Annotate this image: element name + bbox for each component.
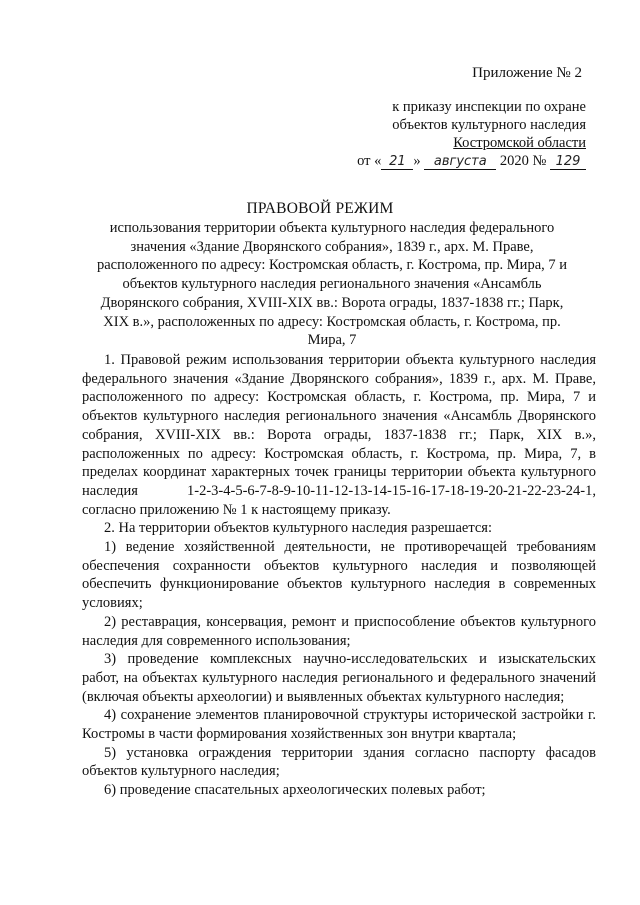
paragraph: 5) установка ограждения территории здания согласно паспорту фасадов объектов культурного наследия; <box>82 744 596 780</box>
order-date-line <box>356 152 586 170</box>
order-line-1: к приказу инспекции по охране <box>392 99 586 115</box>
paragraph: 2) реставрация, консервация, ремонт и приспособление объектов культурного наследия для современного использования; <box>82 613 596 649</box>
order-reference <box>356 98 586 170</box>
document-body <box>82 351 596 800</box>
appendix-label: Приложение № 2 <box>472 65 582 81</box>
order-line-3: Костромской области <box>453 135 586 151</box>
handwritten-month: августа <box>424 155 496 170</box>
date-year: 2020 № <box>499 153 547 169</box>
paragraph: 3) проведение комплексных научно-исследовательских и изыскательских работ, на объектах культурного наследия регионального и федерального значений (включая объекты археологии) и выявленных объектах культурного наследия; <box>82 651 596 705</box>
paragraph: 6) проведение спасательных археологических полевых работ; <box>104 782 486 799</box>
order-line-2: объектов культурного наследия <box>392 117 586 133</box>
paragraph: 2. На территории объектов культурного наследия разрешается: <box>104 520 492 537</box>
date-prefix: от « <box>357 153 382 169</box>
date-mid: » <box>413 153 421 169</box>
handwritten-order-number: 129 <box>550 155 586 170</box>
document-subtitle: использования территории объекта культурного наследия федерального значения «Здание Дворянского собрания», 1839 г., арх. М. Праве, расположенного по адресу: Костромская область, г. Кострома, пр. Мира, 7 и объектов культурного наследия регионального значения «Ансамбль Дворянского собрания, XVIII-XIX вв.: Ворота ограды, 1837-1838 гг.; Парк, XIX в.», расположенных по адресу: Костромская область, г. Кострома, пр. Мира, 7 <box>96 220 568 349</box>
handwritten-day: 21 <box>381 155 413 170</box>
paragraph: 1. Правовой режим использования территории объекта культурного наследия федерального значения «Здание Дворянского собрания», 1839 г., арх. М. Праве, расположенного по адресу: Костромская область, г. Кострома, пр. Мира, 7 и объектов культурного наследия регионального значения «Ансамбль Дворянского собрания, XVIII-XIX вв.: Ворота ограды, 1837-1838 гг.; Парк, XIX в.», расположенных по адресу: Костромская область, г. Кострома, пр. Мира, 7, в пределах координат характерных точек границы территории объекта культурного наследия 1-2-3-4-5-6-7-8-9-10-11-12-13-14-15-16-17-18-19-20-21-22-23-24-1, согласно приложению № 1 к настоящему приказу. <box>82 352 596 518</box>
document-title: ПРАВОВОЙ РЕЖИМ <box>246 200 394 217</box>
paragraph: 1) ведение хозяйственной деятельности, не противоречащей требованиям обеспечения сохранности объектов культурного наследия и позволяющей обеспечить функционирование объектов культурного наследия в современных условиях; <box>82 539 596 612</box>
paragraph: 4) сохранение элементов планировочной структуры исторической застройки г. Костромы в части формирования хозяйственных зон внутри квартала; <box>82 707 596 743</box>
